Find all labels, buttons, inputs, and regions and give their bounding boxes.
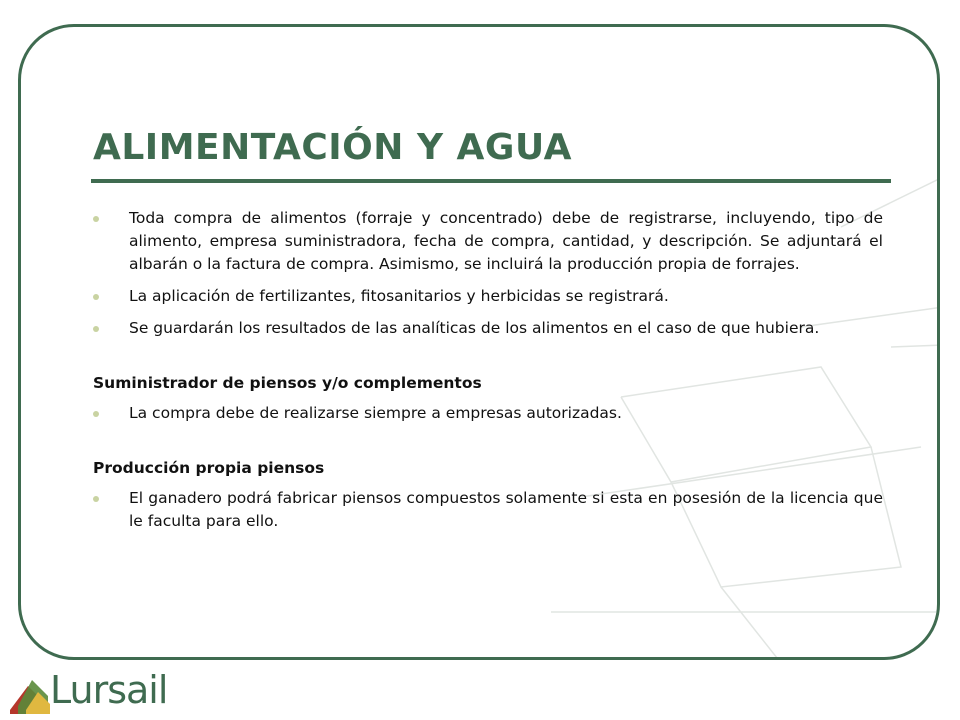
company-logo bbox=[8, 666, 208, 716]
logo-mark-icon bbox=[8, 666, 52, 716]
bullet-text: El ganadero podrá fabricar piensos compuestos solamente si esta en posesión de la licencia que le faculta para ello. bbox=[129, 489, 883, 530]
bullet-icon bbox=[93, 294, 99, 300]
bullet-icon bbox=[93, 216, 99, 222]
bullet-icon bbox=[93, 496, 99, 502]
bullet-text: La aplicación de fertilizantes, fitosanitarios y herbicidas se registrará. bbox=[129, 287, 669, 305]
section-heading-own-production: Producción propia piensos bbox=[93, 459, 325, 477]
bullet-text: Toda compra de alimentos (forraje y concentrado) debe de registrarse, incluyendo, tipo de alimento, empresa suministradora, fecha de compra, cantidad, y descripción. Se adjuntará el albarán o la factura de compra. Asimismo, se incluirá la producción propia de forrajes. bbox=[129, 209, 883, 273]
list-item bbox=[93, 207, 883, 276]
bullet-text: Se guardarán los resultados de las analíticas de los alimentos en el caso de que hubiera. bbox=[129, 319, 820, 337]
slide-title: ALIMENTACIÓN Y AGUA bbox=[93, 127, 572, 168]
list-item bbox=[93, 487, 883, 533]
section-heading-supplier: Suministrador de piensos y/o complementos bbox=[93, 374, 482, 392]
supplier-bullet-list bbox=[93, 402, 883, 425]
logo-text: Lursail bbox=[50, 668, 168, 712]
bullet-icon bbox=[93, 411, 99, 417]
own-production-bullet-list bbox=[93, 487, 883, 533]
title-underline bbox=[91, 179, 891, 183]
bullet-icon bbox=[93, 326, 99, 332]
list-item bbox=[93, 317, 883, 340]
main-bullet-list bbox=[93, 207, 883, 340]
slide-content bbox=[93, 207, 883, 542]
list-item bbox=[93, 402, 883, 425]
list-item bbox=[93, 285, 883, 308]
bullet-text: La compra debe de realizarse siempre a empresas autorizadas. bbox=[129, 404, 622, 422]
slide-frame bbox=[18, 24, 940, 660]
